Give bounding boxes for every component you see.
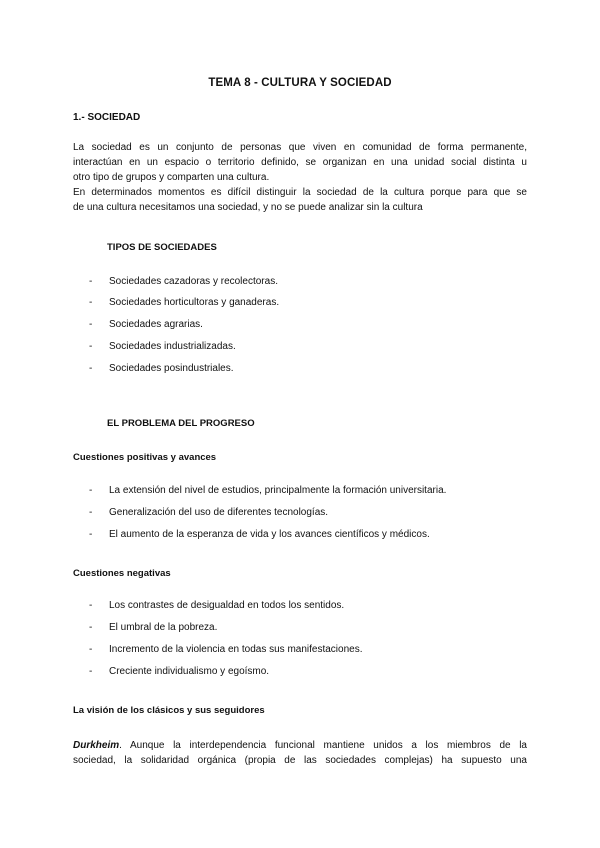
list-item: - Generalización del uso de diferentes tecnologías. [89, 507, 329, 518]
list-item: - Incremento de la violencia en todas sus manifestaciones. [89, 644, 363, 655]
paragraph-line: En determinados momentos es difícil distinguir la sociedad de la cultura porque para que se [73, 187, 527, 198]
subheading-progreso: EL PROBLEMA DEL PROGRESO [107, 418, 255, 429]
section-heading-sociedad: 1.- SOCIEDAD [73, 112, 141, 123]
paragraph-durkheim [73, 738, 527, 768]
page-title: TEMA 8 - CULTURA Y SOCIEDAD [208, 77, 392, 89]
list-item: - Sociedades posindustriales. [89, 363, 234, 374]
paragraph-line: La sociedad es un conjunto de personas que viven en comunidad de forma permanente, [73, 142, 527, 153]
author-name: Durkheim [73, 740, 120, 751]
subheading-tipos: TIPOS DE SOCIEDADES [107, 242, 217, 253]
subheading-negativas: Cuestiones negativas [73, 568, 171, 579]
list-item: - La extensión del nivel de estudios, principalmente la formación universitaria. [89, 485, 447, 496]
paragraph-line: sociedad, la solidaridad orgánica (propia de las sociedades complejas) ha supuesto una [73, 755, 527, 766]
list-item: - Sociedades horticultoras y ganaderas. [89, 297, 280, 308]
paragraph-line: de una cultura necesitamos una sociedad, y no se puede analizar sin la cultura [73, 202, 423, 213]
paragraph-line: otro tipo de grupos y comparten una cultura. [73, 172, 270, 183]
subheading-clasicos: La visión de los clásicos y sus seguidores [73, 705, 265, 716]
list-item: - El umbral de la pobreza. [89, 622, 218, 633]
list-item: - Sociedades industrializadas. [89, 341, 236, 352]
list-item: - Los contrastes de desigualdad en todos los sentidos. [89, 600, 345, 611]
list-item: - El aumento de la esperanza de vida y los avances científicos y médicos. [89, 529, 430, 540]
list-item: - Creciente individualismo y egoísmo. [89, 666, 270, 677]
paragraph-line: interactúan en un espacio o territorio definido, se organizan en una unidad social distinta u [73, 157, 527, 168]
list-item: - Sociedades agrarias. [89, 319, 203, 330]
list-item: - Sociedades cazadoras y recolectoras. [89, 276, 278, 287]
paragraph-definicion [73, 140, 527, 215]
subheading-positivas: Cuestiones positivas y avances [73, 452, 217, 463]
paragraph-line: Durkheim. Aunque la interdependencia funcional mantiene unidos a los miembros de la [73, 740, 527, 751]
